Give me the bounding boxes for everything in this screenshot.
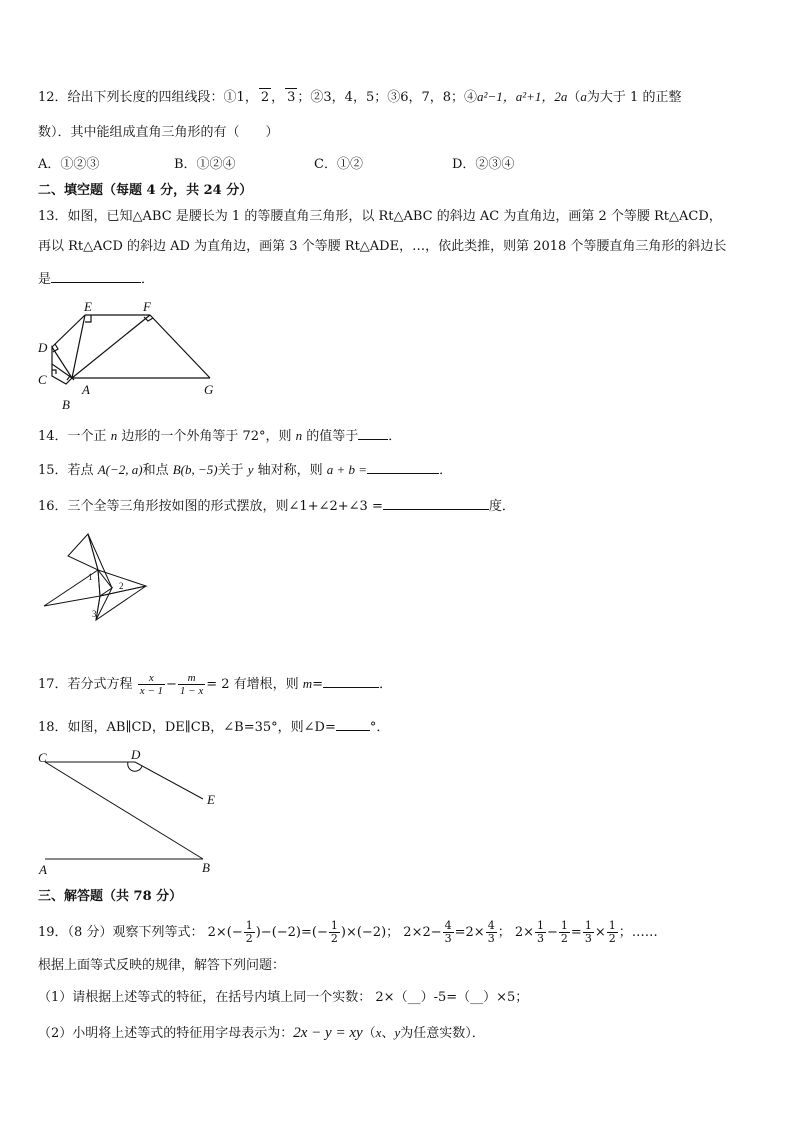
numerator: 1 [584, 919, 592, 932]
q19-part: × [594, 925, 606, 940]
q12-part: 12．给出下列长度的四组线段：①1， [38, 90, 258, 105]
denominator: 3 [537, 932, 545, 945]
q13-line3 [38, 270, 154, 289]
frac-1-3 [583, 920, 594, 945]
numerator: 1 [330, 919, 338, 932]
denominator: 2 [560, 932, 568, 945]
q18-end: °． [369, 720, 390, 735]
q12-option-a: A．①②③ [38, 157, 100, 172]
q13-answer-blank[interactable] [51, 270, 141, 283]
q19-var: y [394, 1025, 401, 1040]
q13-prefix: 是 [38, 272, 52, 287]
q12-part: 为大于 1 的正整 [586, 90, 682, 105]
q12-option-b: B．①②④ [174, 157, 236, 172]
minus-sign: − [166, 677, 177, 692]
q17-part: = 2 有增根，则 [206, 677, 303, 692]
label-e: E [84, 299, 92, 314]
frac-1-2 [559, 920, 570, 945]
q15-part: 和点 [142, 463, 173, 478]
numerator: 1 [245, 919, 253, 932]
q12-line1 [38, 88, 681, 107]
q17-line [38, 669, 392, 700]
frac-1-2 [329, 920, 340, 945]
q17-var: m [302, 676, 313, 691]
q19-part: )−(−2)=(− [255, 925, 328, 940]
q12-part: ；②3，4，5；③6，7，8；④ [297, 90, 478, 105]
label-b: B [62, 397, 70, 412]
q17-answer-blank[interactable] [323, 675, 379, 688]
q19-part: （2）小明将上述等式的特征用字母表示为： [38, 1026, 294, 1041]
q14-end: ． [388, 429, 402, 444]
q19-part: ；…… [618, 925, 658, 940]
q18-line [38, 718, 389, 737]
q12-expr: a²−1，a²+1，2a [477, 89, 568, 104]
q16-line [38, 497, 515, 516]
denominator: 3 [584, 932, 592, 945]
q19-part: =2× [454, 925, 485, 940]
numerator: 1 [608, 919, 616, 932]
q13-figure [30, 296, 230, 414]
frac-1-2 [607, 920, 618, 945]
q14-line [38, 427, 401, 446]
q14-part: 14．一个正 [38, 429, 111, 444]
denominator: 2 [608, 932, 616, 945]
q19-part: ； [497, 925, 511, 940]
q17-fraction-2 [178, 672, 205, 697]
sqrt-3: 3 [287, 90, 296, 105]
q15-var: y [247, 462, 254, 477]
label-c: C [38, 750, 47, 765]
q19-part: 2× [514, 925, 535, 940]
q13-suffix: ． [141, 272, 155, 287]
q15-end: ． [439, 463, 453, 478]
q19-part: 为任意实数）． [400, 1026, 485, 1041]
q12-line2: 数）．其中能组成直角三角形的有（ ） [38, 125, 279, 140]
q19-part: )×(−2)； [340, 925, 400, 940]
numerator: 1 [560, 919, 568, 932]
label-g: G [204, 382, 214, 397]
section-3-heading: 三、解答题（共 78 分） [38, 889, 183, 904]
angle-1-label: 1 [88, 572, 93, 582]
label-d: D [38, 340, 48, 355]
label-b: B [202, 860, 210, 875]
denominator: 3 [487, 932, 495, 945]
denominator: 2 [245, 932, 253, 945]
label-f: F [143, 299, 151, 314]
q18-figure [30, 746, 230, 878]
q15-part: 关于 [217, 463, 248, 478]
numerator: m [178, 672, 205, 685]
q14-part: 边形的一个外角等于 72°，则 [117, 429, 296, 444]
q14-answer-blank[interactable] [358, 427, 388, 440]
label-a: A [82, 382, 90, 397]
q15-part: 轴对称，则 [253, 463, 327, 478]
denominator: 1 − x [179, 685, 204, 697]
label-a: A [39, 862, 47, 877]
label-d: D [131, 747, 141, 762]
q15-part: 15．若点 [38, 463, 98, 478]
q19-part: = [570, 925, 582, 940]
q15-expr: a + b = [326, 462, 368, 477]
q19-line4 [38, 1024, 485, 1043]
q19-line3: （1）请根据上述等式的特征，在括号内填上同一个实数： 2×（__）-5=（__）×5； [38, 990, 529, 1005]
q12-option-d: D．②③④ [452, 157, 515, 172]
denominator: x − 1 [139, 685, 163, 697]
frac-1-3 [535, 920, 546, 945]
q17-fraction-1 [138, 672, 165, 697]
q19-part: 2×(− [207, 925, 243, 940]
numerator: 1 [537, 919, 545, 932]
q19-line2: 根据上面等式反映的规律，解答下列问题： [38, 958, 286, 973]
q19-part: − [547, 925, 558, 940]
section-2-heading: 二、填空题（每题 4 分，共 24 分） [38, 183, 253, 198]
q16-part: 16．三个全等三角形按如图的形式摆放，则∠1+∠2+∠3 = [38, 499, 383, 514]
q19-line1 [38, 918, 658, 948]
label-e: E [207, 792, 215, 807]
q15-point-a: A(−2, a) [97, 462, 143, 477]
q18-answer-blank[interactable] [336, 718, 370, 731]
frac-4-3 [486, 920, 497, 945]
denominator: 2 [330, 932, 338, 945]
q13-line2: 再以 Rt△ACD 的斜边 AD 为直角边，画第 3 个等腰 Rt△ADE，…，依此类推，则第 2018 个等腰直角三角形的斜边长 [38, 239, 727, 254]
q16-answer-blank[interactable] [383, 497, 489, 510]
q16-pinwheel-figure [40, 530, 152, 622]
q19-part: 19．（8 分）观察下列等式： [38, 925, 204, 940]
q15-answer-blank[interactable] [367, 461, 439, 474]
q12-var: a [580, 89, 587, 104]
numerator: 4 [487, 919, 495, 932]
q17-part: = [312, 677, 324, 692]
q12-part: ， [271, 90, 285, 105]
q13-line1: 13．如图，已知△ABC 是腰长为 1 的等腰直角三角形，以 Rt△ABC 的斜边 AC 为直角边，画第 2 个等腰 Rt△ACD， [38, 209, 722, 224]
q14-var: n [110, 428, 118, 443]
q17-part: 17．若分式方程 [38, 677, 133, 692]
q17-end: ． [379, 677, 393, 692]
q14-var: n [295, 428, 303, 443]
q19-part: （ [362, 1026, 376, 1041]
denominator: 3 [444, 932, 452, 945]
numerator: 4 [444, 919, 452, 932]
numerator: x [138, 672, 165, 685]
q19-part: 2×2− [403, 925, 442, 940]
q18-text: 18．如图，AB∥CD，DE∥CB，∠B=35°，则∠D= [38, 720, 336, 735]
q12-part: （ [567, 90, 581, 105]
q19-part: 、 [381, 1026, 395, 1041]
angle-3-label: 3 [92, 609, 97, 619]
q14-part: 的值等于 [302, 429, 359, 444]
frac-1-2 [244, 920, 255, 945]
q15-point-b: B(b, −5) [172, 462, 218, 477]
q16-end: 度． [488, 499, 515, 514]
angle-2-label: 2 [119, 581, 124, 591]
q15-line [38, 461, 452, 480]
q19-formula: 2x − y = xy [293, 1025, 363, 1041]
q19-var: x [375, 1025, 382, 1040]
frac-4-3 [443, 920, 454, 945]
label-c: C [38, 372, 47, 387]
q12-option-c: C．①② [314, 157, 363, 172]
sqrt-2: 2 [260, 90, 270, 105]
